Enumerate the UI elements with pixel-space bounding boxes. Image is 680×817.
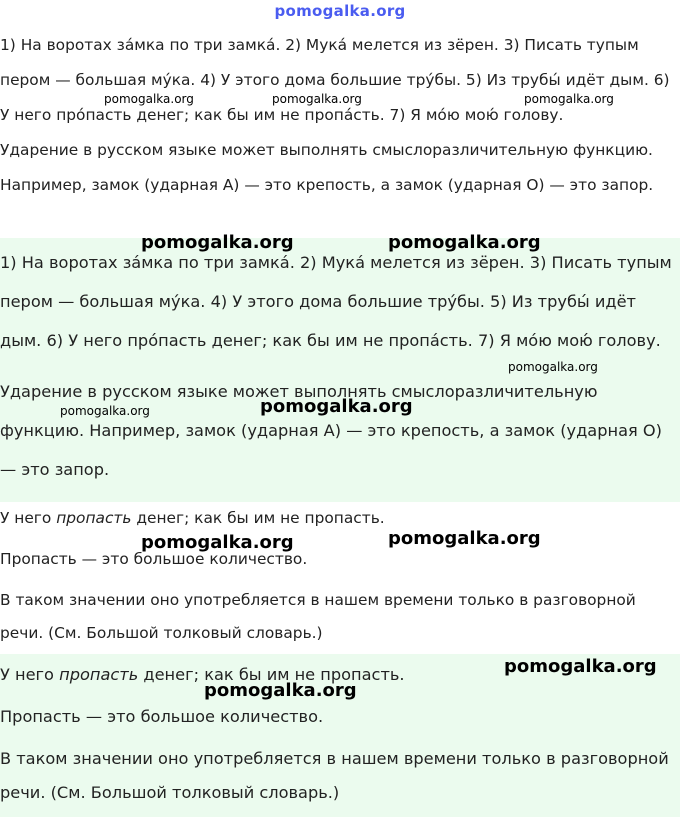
sentence-end: денег; как бы им не пропасть. bbox=[138, 665, 405, 684]
answer-section-2 bbox=[0, 238, 680, 502]
example-sentence bbox=[0, 658, 680, 692]
answer-section-4 bbox=[0, 654, 680, 817]
emphasized-word: пропасть bbox=[59, 665, 139, 684]
sentence-start: У него bbox=[0, 665, 60, 684]
watermark-text: pomogalka.org bbox=[388, 232, 541, 253]
watermark-text: pomogalka.org bbox=[524, 92, 614, 106]
examples-paragraph: 1) На воротах зáмка по три замкá. 2) Мукá мелется из зёрен. 3) Писать тупым пером — большая мýка. 4) У этого дома большие трýбы. 5) Из трубы́ идёт дым. 6) У него прóпасть денег; как бы им не пропáсть. 7) Я мóю мою́ голову. bbox=[0, 253, 672, 350]
watermark-text: pomogalka.org bbox=[204, 680, 357, 701]
site-link[interactable]: pomogalka.org bbox=[274, 2, 406, 20]
answer-section-1 bbox=[0, 28, 680, 238]
watermark-text: pomogalka.org bbox=[388, 528, 541, 549]
watermark-text: pomogalka.org bbox=[260, 396, 413, 417]
usage-paragraph: В таком значении оно употребляется в нашем времени только в разговорной речи. (См. Большой толковый словарь.) bbox=[0, 749, 669, 802]
examples-paragraph: 1) На воротах зáмка по три замкá. 2) Мукá мелется из зёрен. 3) Писать тупым пером — большая мýка. 4) У этого дома большие трýбы. 5) Из трубы́ идёт дым. 6) У него прóпасть денег; как бы им не пропáсть. 7) Я мóю мою́ голову. bbox=[0, 36, 670, 124]
watermark-text: pomogalka.org bbox=[141, 232, 294, 253]
sentence-start: У него bbox=[0, 509, 57, 527]
explanation-paragraph: Ударение в русском языке может выполнять смыслоразличительную функцию. Например, замок (ударная А) — это крепость, а замок (ударная О) — это запор. bbox=[0, 141, 654, 194]
definition-paragraph: Пропасть — это большое количество. bbox=[0, 707, 324, 726]
watermark-text: pomogalka.org bbox=[141, 532, 294, 553]
watermark-text: pomogalka.org bbox=[508, 360, 598, 374]
sentence-end: денег; как бы им не пропасть. bbox=[131, 509, 385, 527]
watermark-text: pomogalka.org bbox=[104, 92, 194, 106]
definition-paragraph: Пропасть — это большое количество. bbox=[0, 550, 308, 568]
watermark-text: pomogalka.org bbox=[60, 404, 150, 418]
explanation-paragraph: Ударение в русском языке может выполнять смыслоразличительную функцию. Например, замок (ударная А) — это крепость, а замок (ударная О) — это запор. bbox=[0, 382, 662, 479]
emphasized-word: пропасть bbox=[56, 509, 132, 527]
answer-section-3 bbox=[0, 502, 680, 654]
site-header bbox=[0, 0, 680, 28]
watermark-text: pomogalka.org bbox=[504, 656, 657, 677]
watermark-text: pomogalka.org bbox=[272, 92, 362, 106]
usage-paragraph: В таком значении оно употребляется в нашем времени только в разговорной речи. (См. Большой толковый словарь.) bbox=[0, 591, 636, 642]
example-sentence bbox=[0, 502, 680, 535]
